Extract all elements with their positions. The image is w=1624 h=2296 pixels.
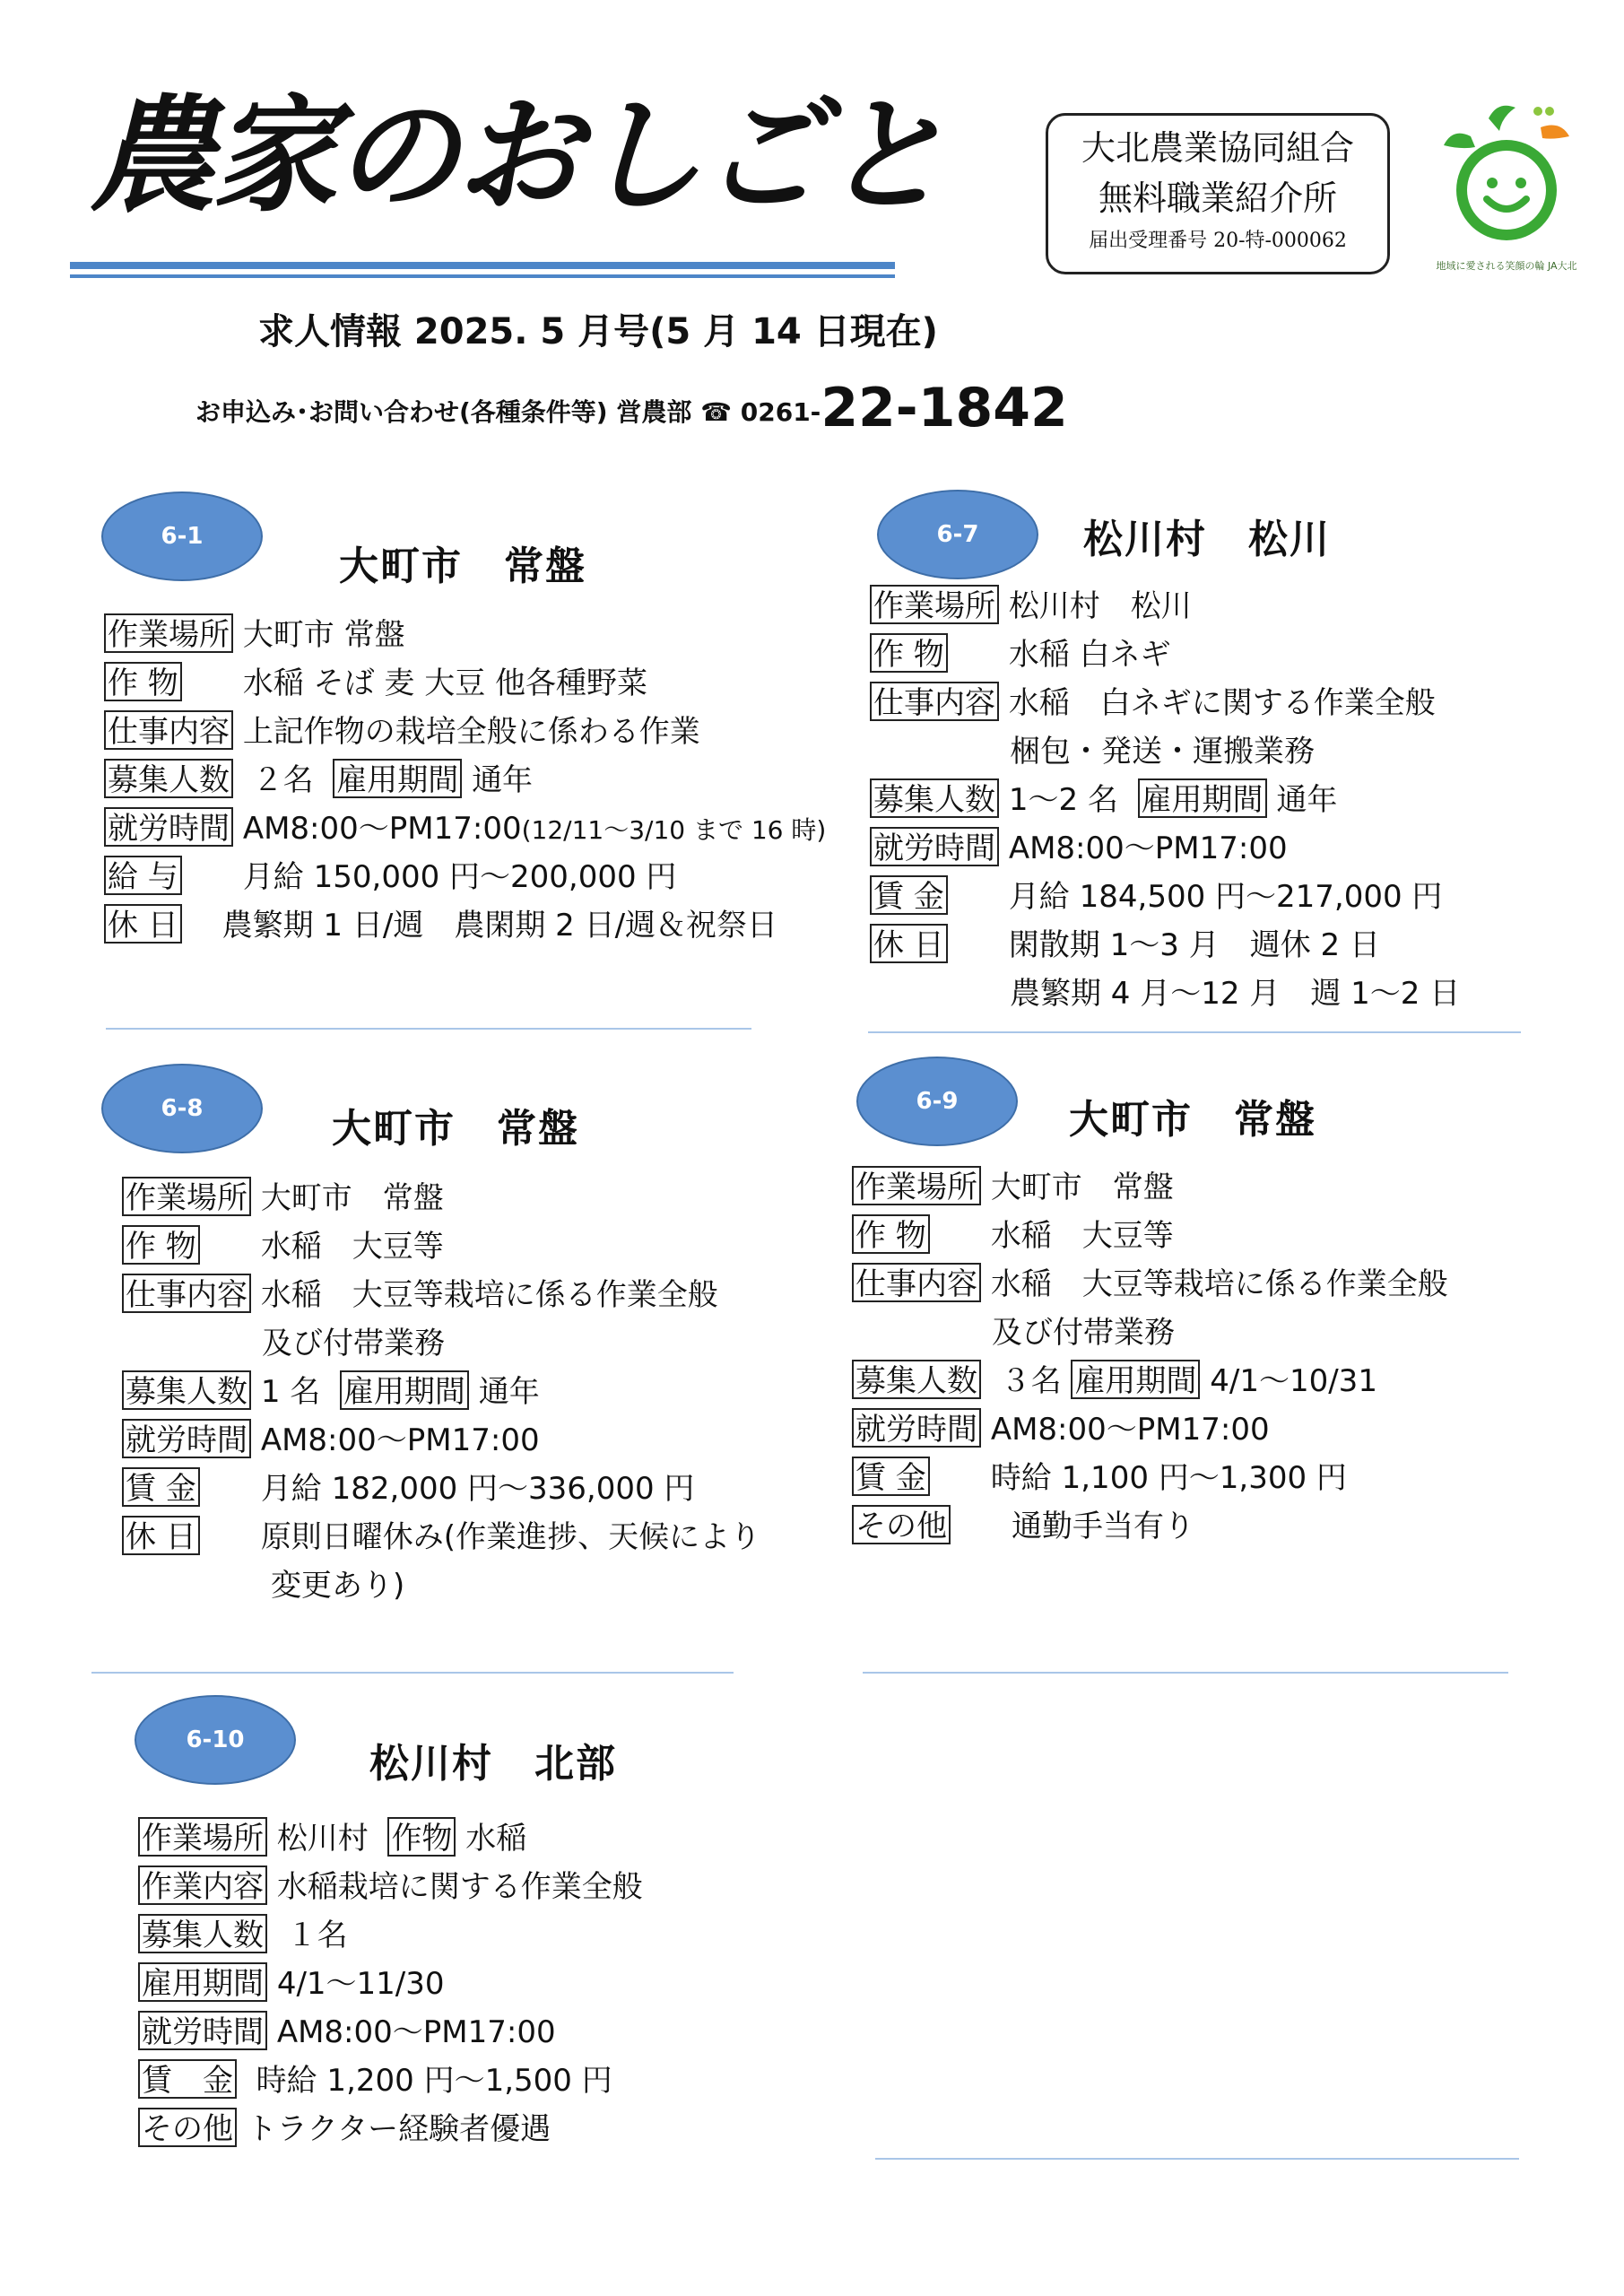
- contact-line: [195, 377, 1068, 439]
- label-holiday: 休 日: [870, 924, 948, 963]
- value-period: 4/1～11/30: [276, 1966, 445, 2002]
- label-wage: 賃 金: [870, 875, 948, 915]
- label-crop: 作 物: [870, 633, 948, 673]
- logo-text: 地域に愛される笑顔の輪 JA大北: [1436, 260, 1577, 272]
- value-hours: AM8:00～PM17:00: [260, 1422, 540, 1458]
- label-recruit: 募集人数: [104, 759, 233, 798]
- value-crop: 水稲: [465, 1821, 527, 1857]
- label-place: 作業場所: [852, 1166, 981, 1205]
- value-wage: 月給 184,500 円～217,000 円: [1008, 879, 1443, 915]
- label-place: 作業場所: [104, 613, 233, 653]
- label-hours: 就労時間: [122, 1419, 251, 1458]
- value-holiday: 閑散期 1～3 月 週休 2 日: [1008, 927, 1380, 963]
- label-wage: 賃 金: [138, 2059, 237, 2099]
- label-hours: 就労時間: [138, 2011, 267, 2050]
- label-hours: 就労時間: [104, 807, 233, 847]
- label-place: 作業場所: [122, 1177, 251, 1216]
- job-location-6-8: 大町市 常盤: [332, 1106, 579, 1152]
- value-period: 通年: [1276, 782, 1338, 818]
- label-crop: 作物: [387, 1817, 456, 1857]
- value-recruit: 1～2 名: [1008, 782, 1118, 818]
- label-hours: 就労時間: [852, 1408, 981, 1448]
- job-badge-6-8: 6-8: [101, 1064, 263, 1153]
- job-badge-6-7: 6-7: [877, 490, 1038, 579]
- divider: [875, 2158, 1519, 2160]
- label-holiday: 休 日: [122, 1516, 200, 1555]
- value-holiday-2: 変更あり): [271, 1568, 405, 1604]
- value-holiday: 農繁期 1 日/週 農閑期 2 日/週＆祝祭日: [221, 908, 778, 944]
- value-work-2: 梱包・発送・運搬業務: [1010, 734, 1315, 770]
- label-work: 仕事内容: [104, 710, 233, 750]
- label-crop: 作 物: [852, 1214, 930, 1254]
- issue-heading: 求人情報 2025. 5 月号(5 月 14 日現在): [258, 311, 938, 352]
- job-card-6-9: [852, 1166, 1448, 1553]
- value-crop: 水稲 大豆等: [990, 1218, 1174, 1254]
- value-place: 大町市 常盤: [260, 1180, 444, 1216]
- value-wage: 時給 1,200 円～1,500 円: [256, 2063, 612, 2099]
- value-hours-note: (12/11～3/10 まで 16 時): [521, 815, 827, 845]
- value-holiday: 原則日曜休み(作業進捗、天候により: [260, 1519, 761, 1555]
- job-location-6-10: 松川村 北部: [369, 1741, 617, 1787]
- value-holiday-2: 農繁期 4 月～12 月 週 1～2 日: [1010, 976, 1461, 1012]
- value-recruit: ２名: [252, 762, 314, 798]
- job-location-6-9: 大町市 常盤: [1069, 1097, 1316, 1143]
- value-other: 通勤手当有り: [1012, 1509, 1194, 1544]
- label-wage: 賃 金: [852, 1457, 930, 1496]
- label-period: 雇用期間: [138, 1962, 267, 2002]
- value-other: トラクター経験者優遇: [246, 2111, 551, 2147]
- divider: [91, 1672, 734, 1674]
- value-crop: 水稲 そば 麦 大豆 他各種野菜: [242, 665, 648, 701]
- label-recruit: 募集人数: [852, 1360, 981, 1399]
- label-hours: 就労時間: [870, 827, 999, 866]
- label-place: 作業場所: [138, 1817, 267, 1857]
- org-info-box: [1046, 113, 1390, 274]
- value-hours: AM8:00～PM17:00: [242, 811, 522, 847]
- value-wage: 時給 1,100 円～1,300 円: [990, 1460, 1347, 1496]
- value-place: 松川村: [276, 1821, 369, 1857]
- value-place: 大町市 常盤: [990, 1170, 1174, 1205]
- job-badge-6-10: 6-10: [135, 1695, 296, 1785]
- title-underline: [70, 262, 895, 269]
- label-period: 雇用期間: [333, 759, 462, 798]
- title-underline-thin: [70, 274, 895, 278]
- label-recruit: 募集人数: [138, 1914, 267, 1953]
- value-place: 松川村 松川: [1008, 588, 1192, 624]
- value-recruit: ３名: [1000, 1363, 1062, 1399]
- label-period: 雇用期間: [1071, 1360, 1200, 1399]
- value-work: 上記作物の栽培全般に係わる作業: [242, 714, 700, 750]
- contact-label: お申込み･お問い合わせ(各種条件等) 営農部: [195, 397, 692, 427]
- job-location-6-1: 大町市 常盤: [339, 544, 586, 589]
- label-period: 雇用期間: [1138, 778, 1267, 818]
- label-pay: 給 与: [104, 856, 182, 895]
- job-card-6-1: [104, 613, 826, 952]
- label-wage: 賃 金: [122, 1467, 200, 1507]
- value-hours: AM8:00～PM17:00: [990, 1412, 1270, 1448]
- job-badge-6-9: 6-9: [856, 1057, 1018, 1146]
- label-period: 雇用期間: [340, 1370, 469, 1410]
- job-card-6-8: [122, 1177, 760, 1613]
- divider: [868, 1031, 1521, 1033]
- page-title: 農家のおしごと: [90, 83, 944, 230]
- value-work: 水稲栽培に関する作業全般: [276, 1869, 643, 1905]
- job-card-6-10: [138, 1817, 643, 2156]
- label-holiday: 休 日: [104, 904, 182, 944]
- label-place: 作業場所: [870, 585, 999, 624]
- label-work: 仕事内容: [852, 1263, 981, 1302]
- org-license: 届出受理番号 20-特-000062: [1089, 230, 1347, 252]
- value-period: 通年: [472, 762, 534, 798]
- label-other: その他: [138, 2108, 237, 2147]
- value-wage: 月給 182,000 円～336,000 円: [260, 1471, 695, 1507]
- value-period: 4/1～10/31: [1210, 1363, 1377, 1399]
- divider: [863, 1672, 1508, 1674]
- job-badge-6-1: 6-1: [101, 491, 263, 581]
- value-recruit: 1 名: [260, 1374, 321, 1410]
- value-crop: 水稲 白ネギ: [1008, 637, 1171, 673]
- label-work: 作業内容: [138, 1866, 267, 1905]
- value-place: 大町市 常盤: [242, 617, 405, 653]
- phone-prefix: 0261-: [740, 397, 821, 427]
- phone-number: 22-1842: [821, 377, 1068, 439]
- value-work-2: 及び付帯業務: [262, 1326, 445, 1361]
- job-location-6-7: 松川村 松川: [1083, 517, 1331, 562]
- value-hours: AM8:00～PM17:00: [276, 2014, 556, 2050]
- label-work: 仕事内容: [122, 1274, 251, 1313]
- org-name: 大北農業協同組合: [1081, 128, 1354, 168]
- value-hours: AM8:00～PM17:00: [1008, 831, 1288, 866]
- label-other: その他: [852, 1505, 951, 1544]
- value-crop: 水稲 大豆等: [260, 1229, 444, 1265]
- value-work: 水稲 大豆等栽培に係る作業全般: [990, 1266, 1448, 1302]
- value-pay: 月給 150,000 円～200,000 円: [242, 859, 677, 895]
- value-period: 通年: [478, 1374, 540, 1410]
- value-work-2: 及び付帯業務: [992, 1315, 1175, 1351]
- value-work: 水稲 大豆等栽培に係る作業全般: [260, 1277, 718, 1313]
- value-recruit: １名: [286, 1918, 348, 1953]
- label-crop: 作 物: [104, 662, 182, 701]
- phone-icon: ☎: [700, 397, 732, 427]
- label-recruit: 募集人数: [122, 1370, 251, 1410]
- job-card-6-7: [870, 585, 1460, 1021]
- ja-logo-icon: [1435, 100, 1578, 284]
- label-crop: 作 物: [122, 1225, 200, 1265]
- label-work: 仕事内容: [870, 682, 999, 721]
- divider: [106, 1028, 751, 1030]
- org-office: 無料職業紹介所: [1098, 178, 1337, 218]
- label-recruit: 募集人数: [870, 778, 999, 818]
- value-work: 水稲 白ネギに関する作業全般: [1008, 685, 1436, 721]
